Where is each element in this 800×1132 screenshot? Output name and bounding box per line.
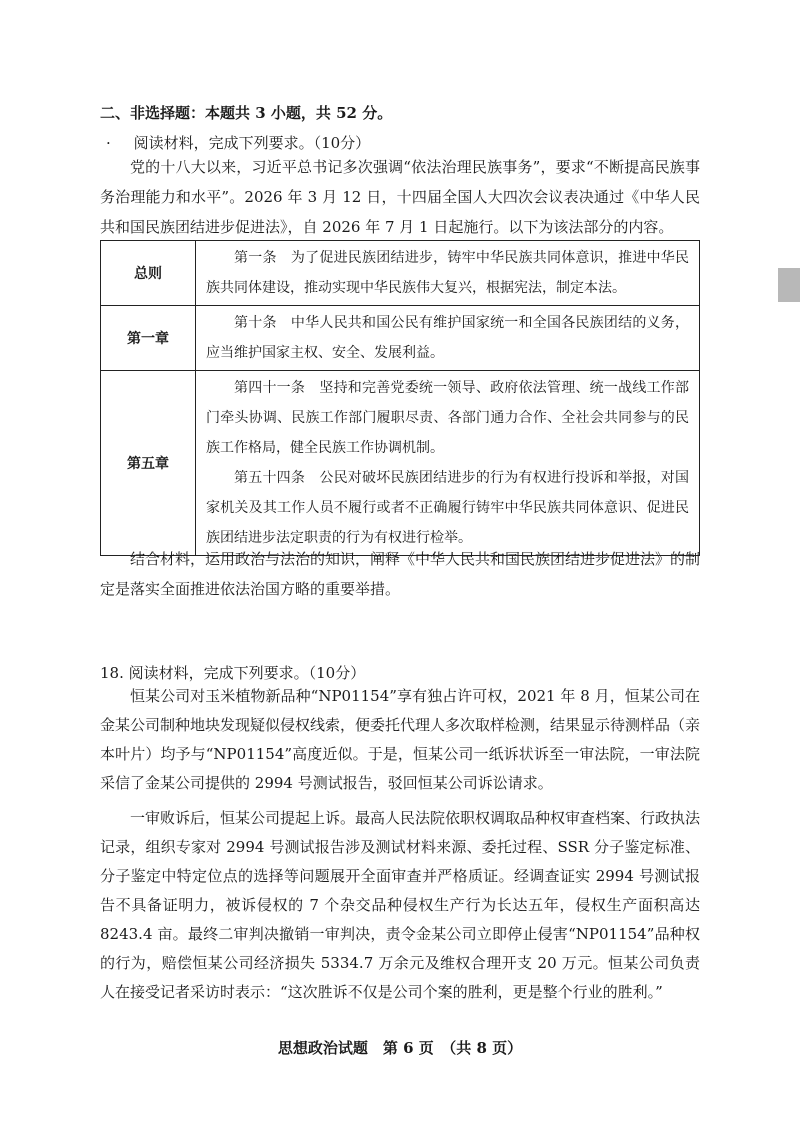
question-17-number: · <box>106 134 111 152</box>
law-excerpt-table <box>100 240 700 556</box>
article-text: 第十条 中华人民共和国公民有维护国家统一和全国各民族团结的义务，应当维护国家主权、安全、发展利益。 <box>206 315 689 361</box>
table-row <box>101 371 700 556</box>
table-row-body <box>196 241 700 306</box>
table-row <box>101 306 700 371</box>
article-text: 第一条 为了促进民族团结进步，铸牢中华民族共同体意识，推进中华民族共同体建设，推动实现中华民族伟大复兴，根据宪法，制定本法。 <box>206 250 689 296</box>
question-17-intro: 党的十八大以来，习近平总书记多次强调“依法治理民族事务”，要求“不断提高民族事务治理能力和水平”。2026 年 3 月 12 日，十四届全国人大四次会议表决通过《中华人民共和国民族团结进步促进法》，自 2026 年 7 月 1 日起施行。以下为该法部分的内容。 <box>100 158 700 236</box>
table-row-head: 第一章 <box>101 306 196 371</box>
table-row-body <box>196 306 700 371</box>
edge-tab-mark <box>778 268 800 302</box>
table-row-head: 第五章 <box>101 371 196 556</box>
table-row-head: 总则 <box>101 241 196 306</box>
section-title: 二、非选择题：本题共 3 小题，共 52 分。 <box>100 104 393 122</box>
article-text: 第四十一条 坚持和完善党委统一领导、政府依法管理、统一战线工作部门牵头协调、民族工作部门履职尽责、各部门通力合作、全社会共同参与的民族工作格局，健全民族工作协调机制。 <box>206 380 689 456</box>
table-row-body <box>196 371 700 556</box>
question-17-heading <box>106 133 370 153</box>
question-18-paragraph: 一审败诉后，恒某公司提起上诉。最高人民法院依职权调取品种权审查档案、行政执法记录，组织专家对 2994 号测试报告涉及测试材料来源、委托过程、SSR 分子鉴定标准、分子鉴定中特定位点的选择等问题展开全面审查并严格质证。经调查证实 2994 号测试报告不具备证明力，被诉侵权的 7 个杂交品种侵权生产行为长达五年，侵权生产面积高达 8243.4 亩。最终二审判决撤销一审判决，责令金某公司立即停止侵害“NP01154”品种权的行为，赔偿恒某公司经济损失 5334.7 万余元及维权合理开支 20 万元。恒某公司负责人在接受记者采访时表示：“这次胜诉不仅是公司个案的胜利，更是整个行业的胜利。” <box>100 809 701 1001</box>
question-17-task: 结合材料，运用政治与法治的知识，阐释《中华人民共和国民族团结进步促进法》的制定是落实全面推进依法治国方略的重要举措。 <box>100 550 701 598</box>
page-footer: 思想政治试题 第 6 页 （共 8 页） <box>277 1039 523 1057</box>
table-row <box>101 241 700 306</box>
question-18-heading: 18. 阅读材料，完成下列要求。（10分） <box>100 664 366 682</box>
article-text: 第五十四条 公民对破坏民族团结进步的行为有权进行投诉和举报，对国家机关及其工作人员不履行或者不正确履行铸牢中华民族共同体意识、促进民族团结进步法定职责的行为有权进行检举。 <box>206 470 689 546</box>
question-18-paragraph: 恒某公司对玉米植物新品种“NP01154”享有独占许可权，2021 年 8 月，恒某公司在金某公司制种地块发现疑似侵权线索，便委托代理人多次取样检测，结果显示待测样品（亲本叶片）均予与“NP01154”高度近似。于是，恒某公司一纸诉状诉至一审法院，一审法院采信了金某公司提供的 2994 号测试报告，驳回恒某公司诉讼请求。 <box>100 687 701 792</box>
question-17-prompt: 阅读材料，完成下列要求。（10分） <box>133 134 371 152</box>
